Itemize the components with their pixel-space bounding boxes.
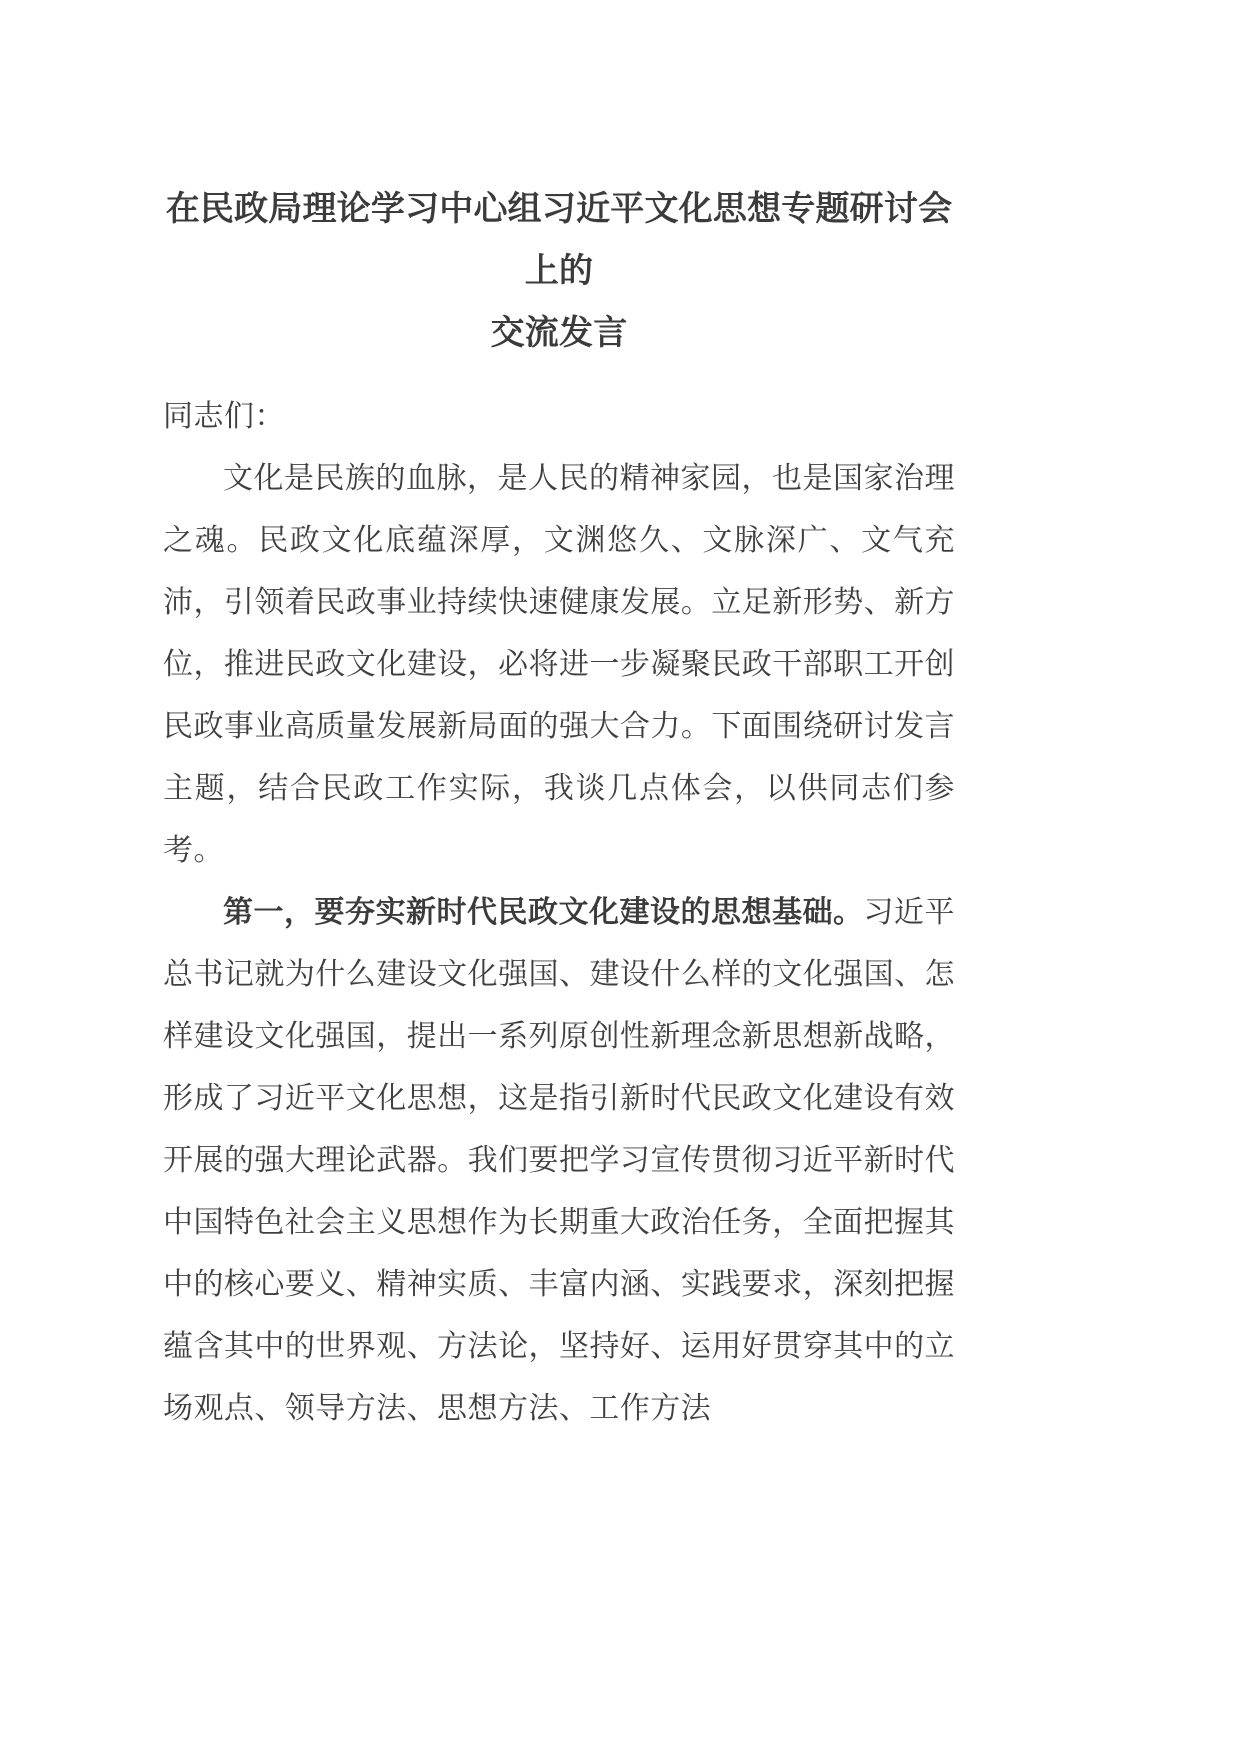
paragraph-section-one (163, 882, 955, 1440)
section-one-heading: 第一，要夯实新时代民政文化建设的思想基础。 (223, 895, 864, 930)
paragraph-intro: 文化是民族的血脉，是人民的精神家园，也是国家治理之魂。民政文化底蕴深厚，文渊悠久、文脉深广、文气充沛，引领着民政事业持续快速健康发展。立足新形势、新方位，推进民政文化建设，必将进一步凝聚民政干部职工开创民政事业高质量发展新局面的强大合力。下面围绕研讨发言主题，结合民政工作实际，我谈几点体会，以供同志们参考。 (163, 461, 955, 868)
page-title (163, 0, 955, 364)
section-one-body: 习近平总书记就为什么建设文化强国、建设什么样的文化强国、怎样建设文化强国，提出一系列原创性新理念新思想新战略，形成了习近平文化思想，这是指引新时代民政文化建设有效开展的强大理论武器。我们要把学习宣传贯彻习近平新时代中国特色社会主义思想作为长期重大政治任务，全面把握其中的核心要义、精神实质、丰富内涵、实践要求，深刻把握蕴含其中的世界观、方法论，坚持好、运用好贯穿其中的立场观点、领导方法、思想方法、工作方法 (163, 895, 956, 1426)
page-title-line-2: 交流发言 (490, 313, 628, 353)
document-content (163, 0, 955, 1440)
salutation: 同志们： (163, 399, 285, 434)
page-title-line-1: 在民政局理论学习中心组习近平文化思想专题研讨会上的 (165, 189, 953, 291)
